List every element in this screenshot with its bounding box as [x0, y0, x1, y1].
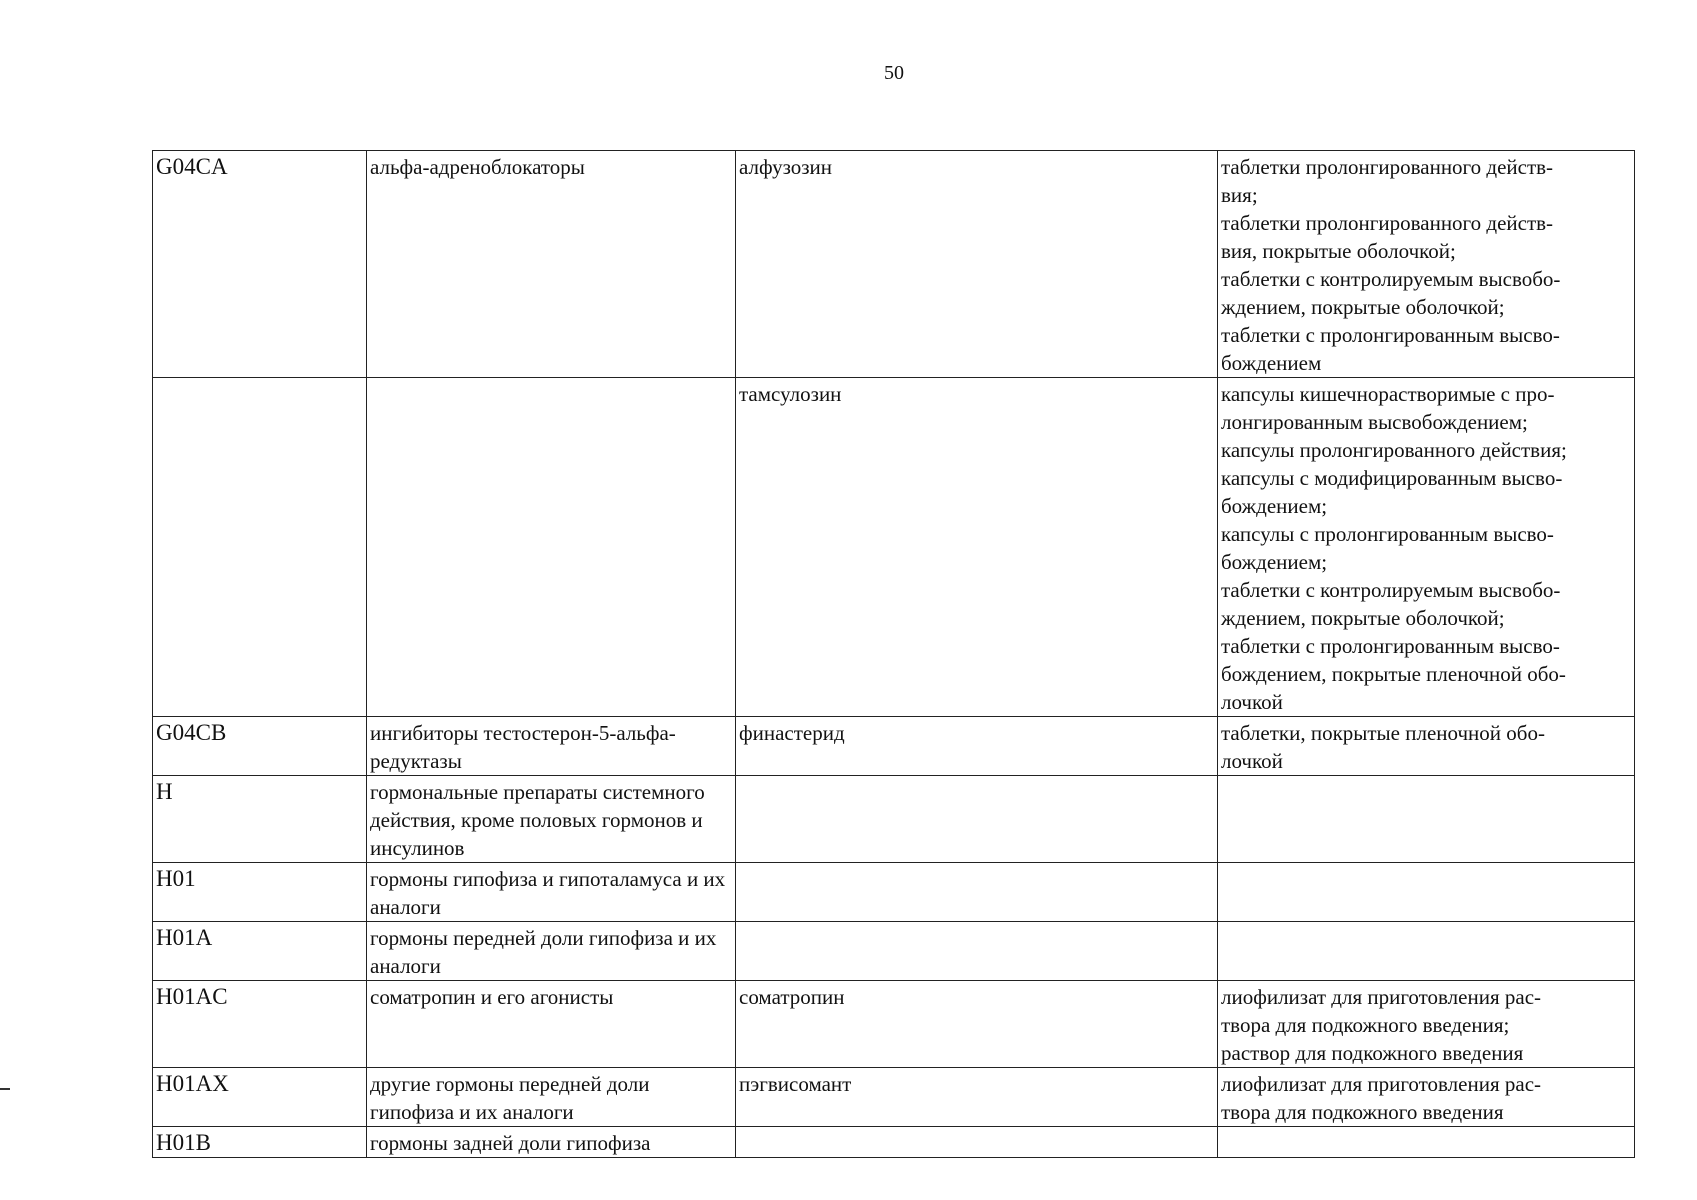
dosage-form-line: лонгированным высвобождением;	[1221, 410, 1528, 434]
dosage-form-line: лочкой	[1221, 749, 1283, 773]
group-cell: гормоны передней доли гипофиза и их аналоги	[367, 922, 736, 981]
atc-code-cell: H01B	[153, 1127, 367, 1158]
dosage-form-cell	[1218, 981, 1635, 1068]
table-row	[153, 922, 1635, 981]
atc-code-cell: H01	[153, 863, 367, 922]
dosage-form-line: капсулы пролонгированного действия;	[1221, 438, 1567, 462]
dosage-form-line: вия, покрытые оболочкой;	[1221, 239, 1456, 263]
dosage-form-line: ждением, покрытые оболочкой;	[1221, 295, 1505, 319]
dosage-form-line: лиофилизат для приготовления рас-	[1221, 1072, 1542, 1096]
table-row	[153, 717, 1635, 776]
dosage-form-line: вия;	[1221, 183, 1258, 207]
drug-cell: финастерид	[736, 717, 1218, 776]
dosage-form-cell	[1218, 151, 1635, 378]
table-row	[153, 981, 1635, 1068]
dosage-form-line: таблетки с контролируемым высвобо-	[1221, 578, 1561, 602]
table-row	[153, 1127, 1635, 1158]
drug-cell	[736, 922, 1218, 981]
dosage-form-line: твора для подкожного введения;	[1221, 1013, 1510, 1037]
dosage-form-cell	[1218, 717, 1635, 776]
drug-cell	[736, 776, 1218, 863]
atc-code-cell: H	[153, 776, 367, 863]
dosage-form-line: лиофилизат для приготовления рас-	[1221, 985, 1542, 1009]
dosage-form-line: таблетки пролонгированного действ-	[1221, 155, 1554, 179]
drug-cell	[736, 863, 1218, 922]
drug-cell: алфузозин	[736, 151, 1218, 378]
dosage-form-line: таблетки пролонгированного действ-	[1221, 211, 1554, 235]
table-row	[153, 378, 1635, 717]
dosage-form-line: твора для подкожного введения	[1221, 1100, 1504, 1124]
group-cell: другие гормоны передней доли гипофиза и их аналоги	[367, 1068, 736, 1127]
dosage-form-line: бождением;	[1221, 494, 1328, 518]
dosage-form-line: бождением, покрытые пленочной обо-	[1221, 662, 1566, 686]
dosage-form-cell	[1218, 1068, 1635, 1127]
dosage-form-line: таблетки с контролируемым высвобо-	[1221, 267, 1561, 291]
dosage-form-line: ждением, покрытые оболочкой;	[1221, 606, 1505, 630]
atc-code-cell: H01AX	[153, 1068, 367, 1127]
group-cell: альфа-адреноблокаторы	[367, 151, 736, 378]
page-number: 50	[884, 62, 904, 84]
drug-cell: соматропин	[736, 981, 1218, 1068]
drug-cell: тамсулозин	[736, 378, 1218, 717]
group-cell: гормоны задней доли гипофиза	[367, 1127, 736, 1158]
drug-cell	[736, 1127, 1218, 1158]
dosage-form-line: таблетки с пролонгированным высво-	[1221, 323, 1560, 347]
dosage-form-cell	[1218, 776, 1635, 863]
atc-code-cell: G04CA	[153, 151, 367, 378]
dosage-form-line: бождением;	[1221, 550, 1328, 574]
table-row	[153, 776, 1635, 863]
group-cell: гормоны гипофиза и гипоталамуса и их аналоги	[367, 863, 736, 922]
group-cell: ингибиторы тестостерон-5-альфа-редуктазы	[367, 717, 736, 776]
group-cell: соматропин и его агонисты	[367, 981, 736, 1068]
atc-code-cell: H01A	[153, 922, 367, 981]
dosage-form-line: таблетки с пролонгированным высво-	[1221, 634, 1560, 658]
drug-cell: пэгвисомант	[736, 1068, 1218, 1127]
atc-code-cell	[153, 378, 367, 717]
atc-code-cell: H01AC	[153, 981, 367, 1068]
dosage-form-line: раствор для подкожного введения	[1221, 1041, 1524, 1065]
dosage-form-line: лочкой	[1221, 690, 1283, 714]
table-row	[153, 1068, 1635, 1127]
dosage-form-line: капсулы с пролонгированным высво-	[1221, 522, 1554, 546]
drug-table	[152, 150, 1635, 1158]
table-row	[153, 863, 1635, 922]
dosage-form-line: капсулы кишечнорастворимые с про-	[1221, 382, 1555, 406]
dosage-form-cell	[1218, 1127, 1635, 1158]
dosage-form-cell	[1218, 922, 1635, 981]
table-row	[153, 151, 1635, 378]
group-cell	[367, 378, 736, 717]
atc-code-cell: G04CB	[153, 717, 367, 776]
dosage-form-line: таблетки, покрытые пленочной обо-	[1221, 721, 1545, 745]
dosage-form-line: бождением	[1221, 351, 1322, 375]
dosage-form-cell	[1218, 863, 1635, 922]
dosage-form-cell	[1218, 378, 1635, 717]
dosage-form-line: капсулы с модифицированным высво-	[1221, 466, 1563, 490]
group-cell: гормональные препараты системного действия, кроме половых гормонов и инсулинов	[367, 776, 736, 863]
scan-margin-mark	[0, 1088, 10, 1090]
